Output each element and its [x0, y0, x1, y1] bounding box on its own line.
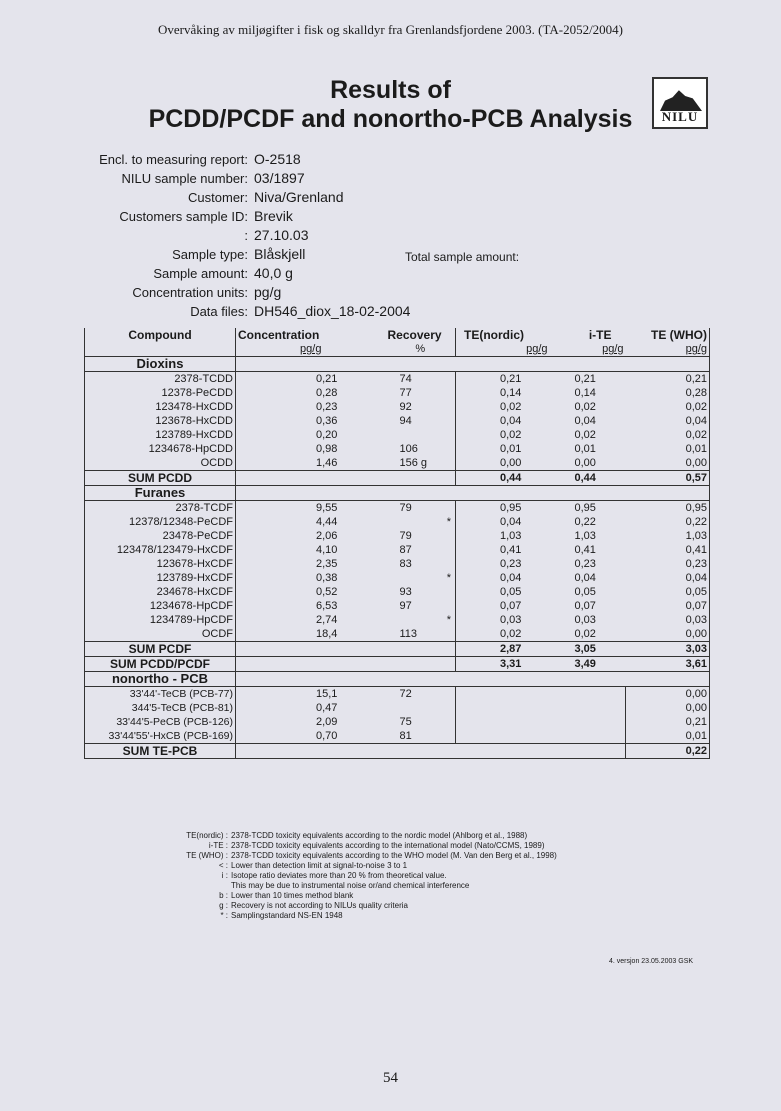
- sampling-standard-mark: *: [446, 614, 451, 626]
- sum-te-nordic: 3,31: [456, 657, 550, 672]
- compound-name: 123678-HxCDD: [85, 414, 236, 428]
- info-label: Data files:: [190, 304, 248, 319]
- compound-name: 1234678-HpCDF: [85, 599, 236, 613]
- recovery-value: 156 g: [399, 457, 428, 469]
- concentration-value: 2,09: [316, 716, 338, 728]
- concentration-value: 2,74: [316, 614, 338, 626]
- recovery-value: 79: [399, 502, 412, 514]
- sampling-standard-mark: *: [446, 572, 451, 584]
- table-row: [85, 501, 710, 516]
- footnote-line: [160, 861, 557, 871]
- recovery-cell: [386, 414, 456, 428]
- te-who-value: 0,21: [626, 715, 710, 729]
- table-row: [85, 585, 710, 599]
- sample-info: [0, 150, 781, 330]
- nilu-logo: [652, 77, 708, 129]
- ite-value: 0,03: [574, 614, 596, 626]
- footnote-text: Lower than 10 times method blank: [231, 891, 354, 900]
- footnote-line: [160, 901, 557, 911]
- logo-text: NILU: [661, 109, 699, 124]
- ite-value: 0,22: [574, 516, 596, 528]
- sum-te-pcb-value: 0,22: [626, 744, 710, 759]
- table-row: [85, 557, 710, 571]
- te-who-value: 0,03: [626, 613, 710, 627]
- ite-value: 0,04: [574, 415, 596, 427]
- unit-concentration: pg/g: [236, 342, 386, 357]
- recovery-value: 77: [399, 387, 412, 399]
- ite-value: 0,01: [574, 443, 596, 455]
- table-row: [85, 701, 710, 715]
- footnote-key: < :: [218, 861, 228, 870]
- compound-name: OCDF: [85, 627, 236, 642]
- table-row: [85, 442, 710, 456]
- concentration-value: 0,38: [316, 572, 338, 584]
- table-row: [85, 400, 710, 414]
- col-concentration: Concentration: [238, 328, 320, 342]
- ite-value: 0,00: [574, 457, 596, 469]
- footnote-key: * :: [220, 911, 228, 920]
- ite-value: 1,03: [574, 530, 596, 542]
- sum-ite: 3,05: [550, 642, 626, 657]
- table-row: [85, 613, 710, 627]
- recovery-cell: [386, 543, 456, 557]
- recovery-cell: [386, 557, 456, 571]
- concentration-value: 1,46: [316, 457, 338, 469]
- footnote-line: [160, 841, 557, 851]
- sum-ite: 3,49: [550, 657, 626, 672]
- title-line-2: PCDD/PCDF and nonortho-PCB Analysis: [148, 105, 633, 133]
- compound-name: 2378-TCDF: [85, 501, 236, 516]
- sum-label: SUM PCDD/PCDF: [85, 657, 236, 672]
- sum-te-who: 3,61: [626, 657, 710, 672]
- info-label: Customer:: [188, 190, 248, 205]
- recovery-value: 81: [386, 729, 456, 744]
- te-who-value: 0,22: [626, 515, 710, 529]
- compound-name: 1234789-HpCDF: [85, 613, 236, 627]
- footnote-text: Samplingstandard NS-EN 1948: [231, 911, 343, 920]
- sum-te-who: 0,57: [626, 471, 710, 486]
- compound-name: 23478-PeCDF: [85, 529, 236, 543]
- total-sample-amount-label: Total sample amount:: [405, 250, 520, 264]
- table-row: [85, 687, 710, 702]
- page-number: 54: [383, 1070, 398, 1086]
- te-nordic-value: 0,04: [500, 415, 522, 427]
- te-nordic-value: 0,02: [500, 429, 522, 441]
- te-who-value: 0,04: [626, 571, 710, 585]
- ite-value: 0,02: [574, 628, 596, 640]
- ite-value: 0,14: [574, 387, 596, 399]
- te-who-value: 0,21: [626, 372, 710, 387]
- te-who-value: 0,41: [626, 543, 710, 557]
- te-who-value: 0,23: [626, 557, 710, 571]
- compound-name: 12378/12348-PeCDF: [85, 515, 236, 529]
- te-nordic-value: 0,02: [500, 401, 522, 413]
- info-label: :: [244, 228, 248, 243]
- compound-name: 1234678-HpCDD: [85, 442, 236, 456]
- unit-ite: pg/g: [550, 342, 626, 357]
- ite-value: 0,04: [574, 572, 596, 584]
- info-label: Concentration units:: [132, 285, 248, 300]
- footnote-key: i :: [221, 871, 228, 880]
- mountain-icon: [660, 88, 702, 111]
- te-nordic-value: 0,05: [500, 586, 522, 598]
- te-who-value: 0,00: [626, 701, 710, 715]
- te-who-value: 0,02: [626, 400, 710, 414]
- footnote-line: [160, 871, 557, 881]
- info-label: Customers sample ID:: [119, 209, 248, 224]
- footnote-line: [160, 851, 557, 861]
- te-nordic-value: 0,41: [500, 544, 522, 556]
- te-who-value: 0,05: [626, 585, 710, 599]
- te-who-value: 0,00: [626, 687, 710, 702]
- sum-label: SUM TE-PCB: [85, 744, 236, 759]
- recovery-value: 106: [399, 443, 418, 455]
- concentration-value: 0,47: [316, 702, 338, 714]
- concentration-value: 0,98: [316, 443, 338, 455]
- footnote-text: 2378-TCDD toxicity equivalents according to the international model (Nato/CCMS, 1989): [231, 841, 545, 850]
- compound-name: 2378-TCDD: [85, 372, 236, 387]
- concentration-value: 0,70: [316, 730, 338, 742]
- section-dioxins: Dioxins: [85, 357, 236, 372]
- recovery-value: 83: [399, 558, 412, 570]
- recovery-cell: [386, 529, 456, 543]
- table-row: [85, 372, 710, 387]
- table-row: [85, 414, 710, 428]
- recovery-cell: [386, 627, 456, 642]
- te-who-value: 0,95: [626, 501, 710, 516]
- footnote-key: b :: [219, 891, 228, 900]
- concentration-value: 15,1: [316, 688, 338, 700]
- te-who-value: 0,00: [626, 456, 710, 471]
- te-nordic-value: 0,14: [500, 387, 522, 399]
- table-row: [85, 571, 710, 585]
- concentration-value: 0,20: [316, 429, 338, 441]
- te-who-value: 0,01: [626, 442, 710, 456]
- info-label: Sample type:: [172, 247, 248, 262]
- info-value: Niva/Grenland: [254, 189, 344, 205]
- results-table: [84, 328, 710, 759]
- compound-name: 234678-HxCDF: [85, 585, 236, 599]
- footnote-line: [160, 891, 557, 901]
- ite-value: 0,21: [574, 373, 596, 385]
- concentration-value: 0,52: [316, 586, 338, 598]
- compound-name: 33'44'-TeCB (PCB-77): [85, 687, 236, 702]
- ite-value: 0,02: [574, 401, 596, 413]
- te-nordic-value: 0,02: [500, 628, 522, 640]
- ite-value: 0,07: [574, 600, 596, 612]
- sampling-standard-mark: *: [446, 516, 451, 528]
- compound-name: 12378-PeCDD: [85, 386, 236, 400]
- te-who-value: 0,00: [626, 627, 710, 642]
- info-label: Sample amount:: [153, 266, 248, 281]
- sum-te-nordic: 2,87: [456, 642, 550, 657]
- footnote-text: 2378-TCDD toxicity equivalents according to the WHO model (M. Van den Berg et al., 1998): [231, 851, 557, 860]
- te-nordic-value: 0,04: [500, 572, 522, 584]
- recovery-value: [386, 701, 456, 715]
- info-label: Encl. to measuring report:: [99, 152, 248, 167]
- te-nordic-value: 0,07: [500, 600, 522, 612]
- compound-name: 123478/123479-HxCDF: [85, 543, 236, 557]
- table-row: [85, 715, 710, 729]
- footnote-key: g :: [219, 901, 228, 910]
- recovery-value: 79: [399, 530, 412, 542]
- section-nonortho-pcb: nonortho - PCB: [85, 672, 236, 687]
- table-row: [85, 729, 710, 744]
- info-value: Brevik: [254, 208, 293, 224]
- concentration-value: 0,23: [316, 401, 338, 413]
- te-who-value: 0,28: [626, 386, 710, 400]
- footnote-text: This may be due to instrumental noise or/and chemical interference: [231, 881, 470, 890]
- compound-name: 123478-HxCDD: [85, 400, 236, 414]
- col-ite: i-TE: [588, 328, 612, 342]
- footnote-line: [160, 911, 557, 921]
- te-who-value: 0,04: [626, 414, 710, 428]
- ite-value: 0,05: [574, 586, 596, 598]
- concentration-value: 6,53: [316, 600, 338, 612]
- concentration-value: 9,55: [316, 502, 338, 514]
- info-value: 40,0 g: [254, 265, 293, 281]
- footnote-key: i-TE :: [208, 841, 228, 850]
- recovery-value: 113: [399, 628, 418, 640]
- table-row: [85, 456, 710, 471]
- recovery-cell: [386, 372, 456, 387]
- table-row: [85, 627, 710, 642]
- info-label: NILU sample number:: [121, 171, 248, 186]
- concentration-value: 2,06: [316, 530, 338, 542]
- sum-label: SUM PCDF: [85, 642, 236, 657]
- te-nordic-value: 0,01: [500, 443, 522, 455]
- sum-ite: 0,44: [550, 471, 626, 486]
- compound-name: 33'44'5-PeCB (PCB-126): [85, 715, 236, 729]
- recovery-value: 87: [399, 544, 412, 556]
- recovery-cell: [386, 456, 456, 471]
- info-value: DH546_diox_18-02-2004: [254, 303, 411, 319]
- recovery-cell: [386, 400, 456, 414]
- running-header: Overvåking av miljøgifter i fisk og skalldyr fra Grenlandsfjordene 2003. (TA-2052/2004): [157, 22, 624, 37]
- te-nordic-value: 0,03: [500, 614, 522, 626]
- info-value: O-2518: [254, 151, 301, 167]
- section-furanes: Furanes: [85, 486, 236, 501]
- compound-name: 123678-HxCDF: [85, 557, 236, 571]
- te-nordic-value: 1,03: [500, 530, 522, 542]
- recovery-cell: [386, 571, 456, 585]
- info-value: pg/g: [254, 284, 282, 300]
- recovery-cell: [386, 613, 456, 627]
- recovery-cell: [386, 599, 456, 613]
- info-value: Blåskjell: [254, 246, 306, 262]
- ite-value: 0,23: [574, 558, 596, 570]
- col-te-nordic: TE(nordic): [464, 328, 524, 342]
- info-value: 03/1897: [254, 170, 305, 186]
- recovery-value: 72: [386, 687, 456, 702]
- concentration-value: 0,36: [316, 415, 338, 427]
- concentration-value: 2,35: [316, 558, 338, 570]
- footnotes: [160, 831, 557, 921]
- unit-te-nordic: pg/g: [456, 342, 550, 357]
- unit-recovery: %: [386, 342, 456, 357]
- info-value: 27.10.03: [254, 227, 309, 243]
- te-nordic-value: 0,04: [500, 516, 522, 528]
- concentration-value: 0,21: [316, 373, 338, 385]
- concentration-value: 18,4: [316, 628, 338, 640]
- version-note: 4. versjon 23.05.2003 GSK: [609, 958, 694, 965]
- col-compound: Compound: [85, 328, 236, 342]
- col-recovery: Recovery: [386, 328, 456, 342]
- concentration-value: 0,28: [316, 387, 338, 399]
- footnote-text: Isotope ratio deviates more than 20 % from theoretical value.: [231, 871, 447, 880]
- sum-te-who: 3,03: [626, 642, 710, 657]
- ite-value: 0,02: [574, 429, 596, 441]
- recovery-value: 93: [399, 586, 412, 598]
- recovery-cell: [386, 585, 456, 599]
- recovery-value: 97: [399, 600, 412, 612]
- footnote-text: Recovery is not according to NILUs quality criteria: [231, 901, 408, 910]
- recovery-value: 92: [399, 401, 412, 413]
- unit-te-who: pg/g: [626, 342, 710, 357]
- footnote-key: TE(nordic) :: [186, 831, 228, 840]
- te-nordic-value: 0,23: [500, 558, 522, 570]
- footnote-text: 2378-TCDD toxicity equivalents according to the nordic model (Ahlborg et al., 1988): [231, 831, 528, 840]
- table-row: [85, 428, 710, 442]
- ite-value: 0,41: [574, 544, 596, 556]
- te-who-value: 1,03: [626, 529, 710, 543]
- recovery-cell: [386, 442, 456, 456]
- te-nordic-value: 0,95: [500, 502, 522, 514]
- sum-te-nordic: 0,44: [456, 471, 550, 486]
- compound-name: 123789-HxCDD: [85, 428, 236, 442]
- recovery-cell: [386, 428, 456, 442]
- table-row: [85, 515, 710, 529]
- recovery-value: 75: [386, 715, 456, 729]
- footnote-text: Lower than detection limit at signal-to-noise 3 to 1: [231, 861, 408, 870]
- table-row: [85, 599, 710, 613]
- sum-label: SUM PCDD: [85, 471, 236, 486]
- te-who-value: 0,02: [626, 428, 710, 442]
- compound-name: 344'5-TeCB (PCB-81): [85, 701, 236, 715]
- te-who-value: 0,01: [626, 729, 710, 744]
- recovery-cell: [386, 515, 456, 529]
- table-row: [85, 543, 710, 557]
- col-te-who: TE (WHO): [626, 328, 710, 342]
- recovery-value: 74: [399, 373, 412, 385]
- concentration-value: 4,44: [316, 516, 338, 528]
- te-nordic-value: 0,21: [500, 373, 522, 385]
- compound-name: OCDD: [85, 456, 236, 471]
- te-who-value: 0,07: [626, 599, 710, 613]
- footnote-line: [160, 881, 557, 891]
- recovery-cell: [386, 501, 456, 516]
- ite-value: 0,95: [574, 502, 596, 514]
- compound-name: 123789-HxCDF: [85, 571, 236, 585]
- recovery-value: 94: [399, 415, 412, 427]
- table-row: [85, 529, 710, 543]
- footnote-line: [160, 831, 557, 841]
- title-line-1: Results of: [330, 76, 451, 104]
- table-row: [85, 386, 710, 400]
- te-nordic-value: 0,00: [500, 457, 522, 469]
- compound-name: 33'44'55'-HxCB (PCB-169): [85, 729, 236, 744]
- recovery-cell: [386, 386, 456, 400]
- concentration-value: 4,10: [316, 544, 338, 556]
- footnote-key: TE (WHO) :: [186, 851, 228, 860]
